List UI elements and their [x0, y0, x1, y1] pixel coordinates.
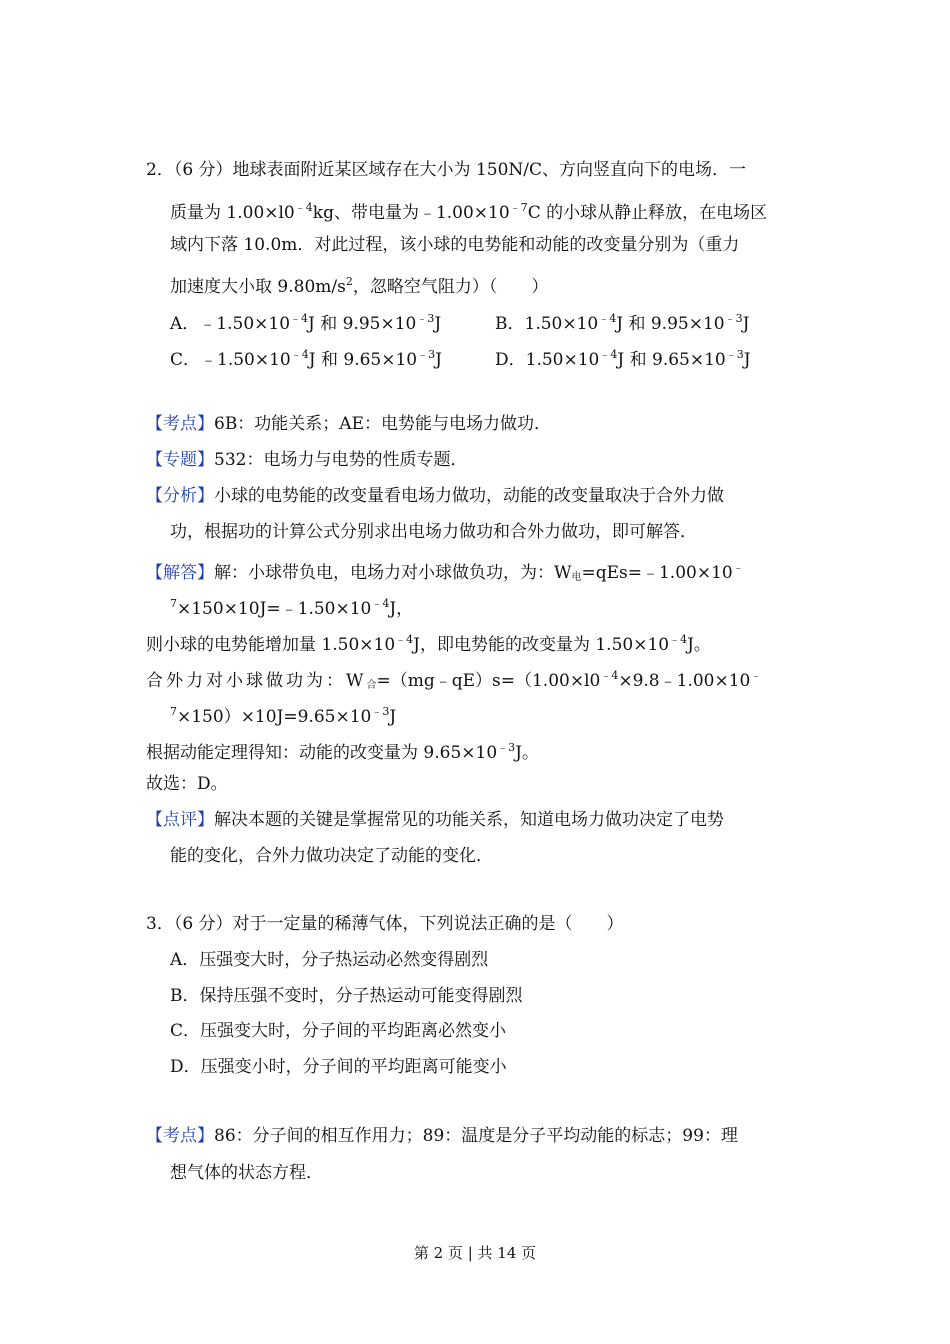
q2-jieda-line-5: $^7\times 150)\times 10J=9.65\times 10^{﹣3}J$	[170, 705, 397, 727]
q2-option-b: B．$1.50\times 10^{﹣4}J$ 和 $9.95\times 10^{﹣3}J$	[495, 312, 750, 334]
q3-number: 3．	[146, 914, 174, 934]
q2-option-a: A．$﹣1.50\times 10^{﹣4}J$ 和 $9.95\times 10^{﹣3}J$	[170, 312, 442, 334]
q3-option-a: A．压强变大时，分子热运动必然变得剧烈	[170, 950, 489, 970]
q2-fenxi-line-1: 【分析】小球的电势能的改变量看电场力做功，动能的改变量取决于合外力做	[146, 486, 724, 506]
q2-jieda-line-4: 合外力对小球做功为：$W_合=(mg﹣qE)s=(1.00\times l0^{﹣4}\times 9.8﹣1.00\times 10^﹣$	[146, 669, 762, 691]
q2-dianping-line-2: 能的变化，合外力做功决定了动能的变化．	[170, 846, 493, 866]
q2-jieda-line-1: 【解答】解：小球带负电，电场力对小球做负功，为：$W_电=qEs=﹣1.00\times 10^﹣$	[146, 561, 744, 583]
q2-jieda-line-2: $^7\times 150\times 10J=﹣1.50\times 10^{﹣4}J$，	[170, 597, 414, 619]
q3-option-b: B．保持压强不变时，分子热运动可能变得剧烈	[170, 986, 523, 1006]
q3-kaodian-line-1: 【考点】86：分子间的相互作用力；89：温度是分子平均动能的标志；99：理	[146, 1126, 738, 1146]
q2-zhuanti: 【专题】532：电场力与电势的性质专题．	[146, 450, 468, 470]
q2-answer: 故选：D。	[146, 774, 228, 794]
q2-option-c: C．$﹣1.50\times 10^{﹣4}J$ 和 $9.65\times 10^{﹣3}J$	[170, 348, 442, 370]
q2-number: 2．	[146, 160, 174, 180]
q2-option-d: D．$1.50\times 10^{﹣4}J$ 和 $9.65\times 10^{﹣3}J$	[495, 348, 751, 370]
q2-stem-line-4: 加速度大小取 $9.80m/s^2$，忽略空气阻力）（ ）	[170, 275, 549, 297]
q3-stem: 3．（6 分）对于一定量的稀薄气体，下列说法正确的是（ ）	[146, 914, 624, 934]
q2-kaodian: 【考点】6B：功能关系；AE：电势能与电场力做功．	[146, 414, 551, 434]
page-footer: 第 2 页 | 共 14 页	[413, 1244, 537, 1262]
q3-option-c: C．压强变大时，分子间的平均距离必然变小	[170, 1021, 507, 1041]
q2-stem-line-2: 质量为 $1.00\times l0^{﹣4}kg$、带电量为$﹣1.00\times 10^{﹣7}C$ 的小球从静止释放，在电场区	[170, 201, 768, 223]
q3-kaodian-line-2: 想气体的状态方程．	[170, 1163, 323, 1183]
q2-dianping-line-1: 【点评】解决本题的关键是掌握常见的功能关系，知道电场力做功决定了电势	[146, 810, 724, 830]
q2-jieda-line-6: 根据动能定理得知：动能的改变量为 $9.65\times 10^{﹣3}J$。	[146, 741, 539, 763]
q2-stem-line-1: 2．（6 分）地球表面附近某区域存在大小为 150N/C、方向竖直向下的电场．一	[146, 160, 747, 180]
q2-fenxi-line-2: 功，根据功的计算公式分别求出电场力做功和合外力做功，即可解答．	[170, 522, 697, 542]
q2-stem-line-3: 域内下落 10.0m．对此过程，该小球的电势能和动能的改变量分别为（重力	[170, 235, 740, 255]
q3-option-d: D．压强变小时，分子间的平均距离可能变小	[170, 1057, 507, 1077]
q2-jieda-line-3: 则小球的电势能增加量 $1.50\times 10^{﹣4}J$，即电势能的改变量为 $1.50\times 10^{﹣4}J$。	[146, 633, 711, 655]
